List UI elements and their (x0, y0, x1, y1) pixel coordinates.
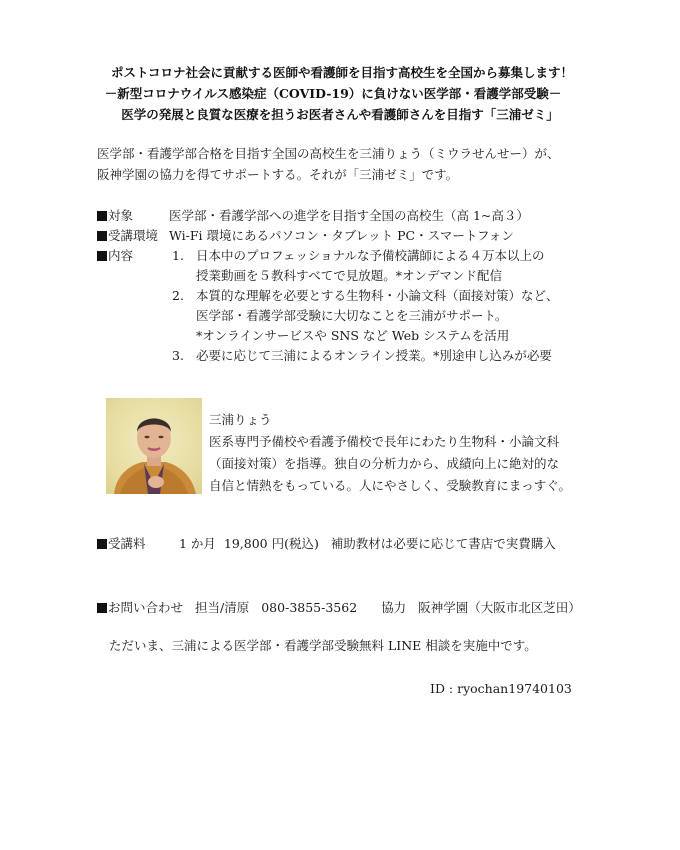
contact-label: お問い合わせ (108, 600, 184, 615)
line-consultation-note: ただいま、三浦による医学部・看護学部受験無料 LINE 相談を実施中です。 (109, 638, 537, 653)
header-headline: ポストコロナ社会に貢献する医師や看護師を目指す高校生を全国から募集します！ (110, 65, 573, 80)
black-square-bullet-icon (97, 211, 107, 221)
detail-target (97, 206, 529, 226)
header-subtitle: －新型コロナウイルス感染症（COVID-19）に負けない医学部・看護学部受験－ (104, 86, 562, 101)
detail-value: Wi-Fi 環境にあるパソコン・タブレット PC・スマートフォン (169, 228, 514, 243)
list-number: 3. (172, 348, 184, 363)
black-square-bullet-icon (97, 231, 107, 241)
instructor-bio-line: （面接対策）を指導。独自の分析力から、成績向上に絶対的な (209, 456, 560, 471)
list-line: 医学部・看護学部受験に大切なことを三浦がサポート。 (196, 308, 508, 323)
instructor-name: 三浦りょう (209, 412, 272, 427)
fee-period: 1 か月 (179, 536, 216, 551)
list-line: 必要に応じて三浦によるオンライン授業。*別途申し込みが必要 (196, 348, 552, 363)
detail-environment (97, 226, 514, 246)
detail-value: 医学部・看護学部への進学を目指す全国の高校生（高 1~高３） (169, 208, 529, 223)
content-item-1 (172, 246, 545, 286)
contact-person: 担当/清原 (195, 600, 250, 615)
detail-label: 対象 (108, 208, 134, 223)
list-line: 本質的な理解を必要とする生物科・小論文科（面接対策）など、 (196, 288, 559, 303)
fee-label: 受講料 (108, 536, 146, 551)
intro-paragraph (97, 143, 560, 185)
partner-label: 協力 (381, 600, 407, 615)
instructor-bio-line: 自信と情熱をもっている。人にやさしく、受験教育にまっすぐ。 (209, 478, 572, 493)
content-item-2 (172, 286, 559, 346)
detail-content-label (97, 246, 169, 266)
intro-line: 医学部・看護学部合格を目指す全国の高校生を三浦りょう（ミウラせんせー）が、 (97, 146, 560, 161)
fee-row (97, 534, 556, 552)
header-tagline: 医学の発展と良質な医療を担うお医者さんや看護師さんを目指す「三浦ゼミ」 (121, 107, 559, 122)
fee-note: 補助教材は必要に応じて書店で実費購入 (330, 536, 556, 551)
instructor-photo (106, 398, 202, 494)
instructor-bio-line: 医系専門予備校や看護予備校で長年にわたり生物科・小論文科 (209, 434, 560, 449)
partner-name: 阪神学園（大阪市北区芝田） (418, 600, 581, 615)
contact-row (97, 598, 581, 616)
flyer-header (0, 62, 680, 125)
fee-price: 19,800 円(税込) (223, 536, 319, 551)
list-line: 日本中のプロフェッショナルな予備校講師による４万本以上の (196, 248, 545, 263)
list-number: 2. (172, 288, 184, 303)
list-number: 1. (172, 248, 184, 263)
black-square-bullet-icon (97, 251, 107, 261)
line-id[interactable]: ID : ryochan19740103 (430, 681, 572, 696)
black-square-bullet-icon (97, 539, 107, 549)
list-line: 授業動画を５教科すべてで見放題。*オンデマンド配信 (196, 268, 503, 283)
intro-line: 阪神学園の協力を得てサポートする。それが「三浦ゼミ」です。 (97, 167, 459, 182)
contact-phone[interactable]: 080-3855-3562 (261, 600, 358, 615)
detail-label: 受講環境 (108, 228, 159, 243)
content-item-3 (172, 346, 552, 366)
list-line: *オンラインサービスや SNS など Web システムを活用 (196, 328, 510, 343)
instructor-profile (209, 409, 571, 497)
detail-label: 内容 (108, 248, 134, 263)
black-square-bullet-icon (97, 603, 107, 613)
